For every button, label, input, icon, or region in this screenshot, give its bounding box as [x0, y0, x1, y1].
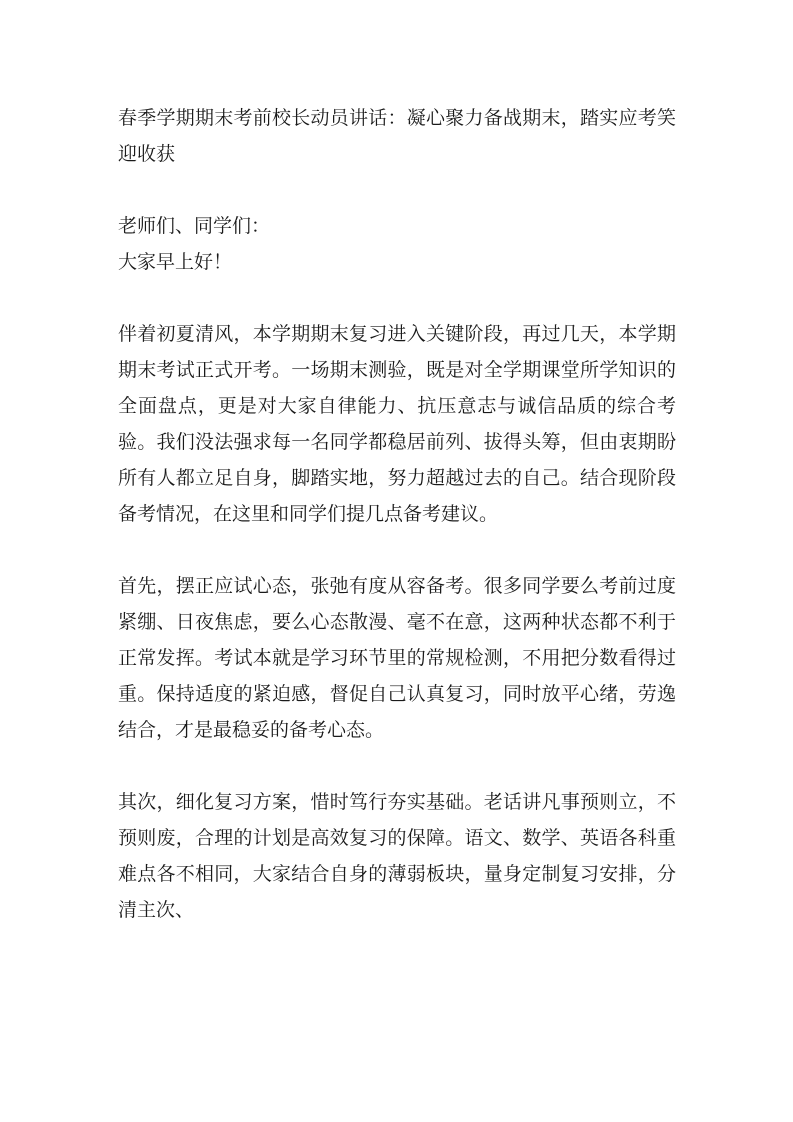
document-page	[118, 100, 676, 964]
greeting: 大家早上好！	[118, 251, 233, 273]
document-title: 春季学期期末考前校长动员讲话：凝心聚力备战期末，踏实应考笑迎收获	[118, 107, 676, 165]
salutation: 老师们、同学们：	[118, 215, 271, 237]
paragraph-3: 其次，细化复习方案，惜时笃行夯实基础。老话讲凡事预则立，不预则废，合理的计划是高效复习的保障。语文、数学、英语各科重难点各不相同，大家结合自身的薄弱板块，量身定制复习安排，分清主次、	[118, 791, 676, 921]
paragraph-1: 伴着初夏清风，本学期期末复习进入关键阶段，再过几天，本学期期末考试正式开考。一场期末测验，既是对全学期课堂所学知识的全面盘点，更是对大家自律能力、抗压意志与诚信品质的综合考验。我们没法强求每一名同学都稳居前列、拔得头筹，但由衷期盼所有人都立足自身，脚踏实地，努力超越过去的自己。结合现阶段备考情况，在这里和同学们提几点备考建议。	[118, 323, 676, 525]
paragraph-2: 首先，摆正应试心态，张弛有度从容备考。很多同学要么考前过度紧绷、日夜焦虑，要么心态散漫、毫不在意，这两种状态都不利于正常发挥。考试本就是学习环节里的常规检测，不用把分数看得过重。保持适度的紧迫感，督促自己认真复习，同时放平心绪，劳逸结合，才是最稳妥的备考心态。	[118, 575, 676, 741]
